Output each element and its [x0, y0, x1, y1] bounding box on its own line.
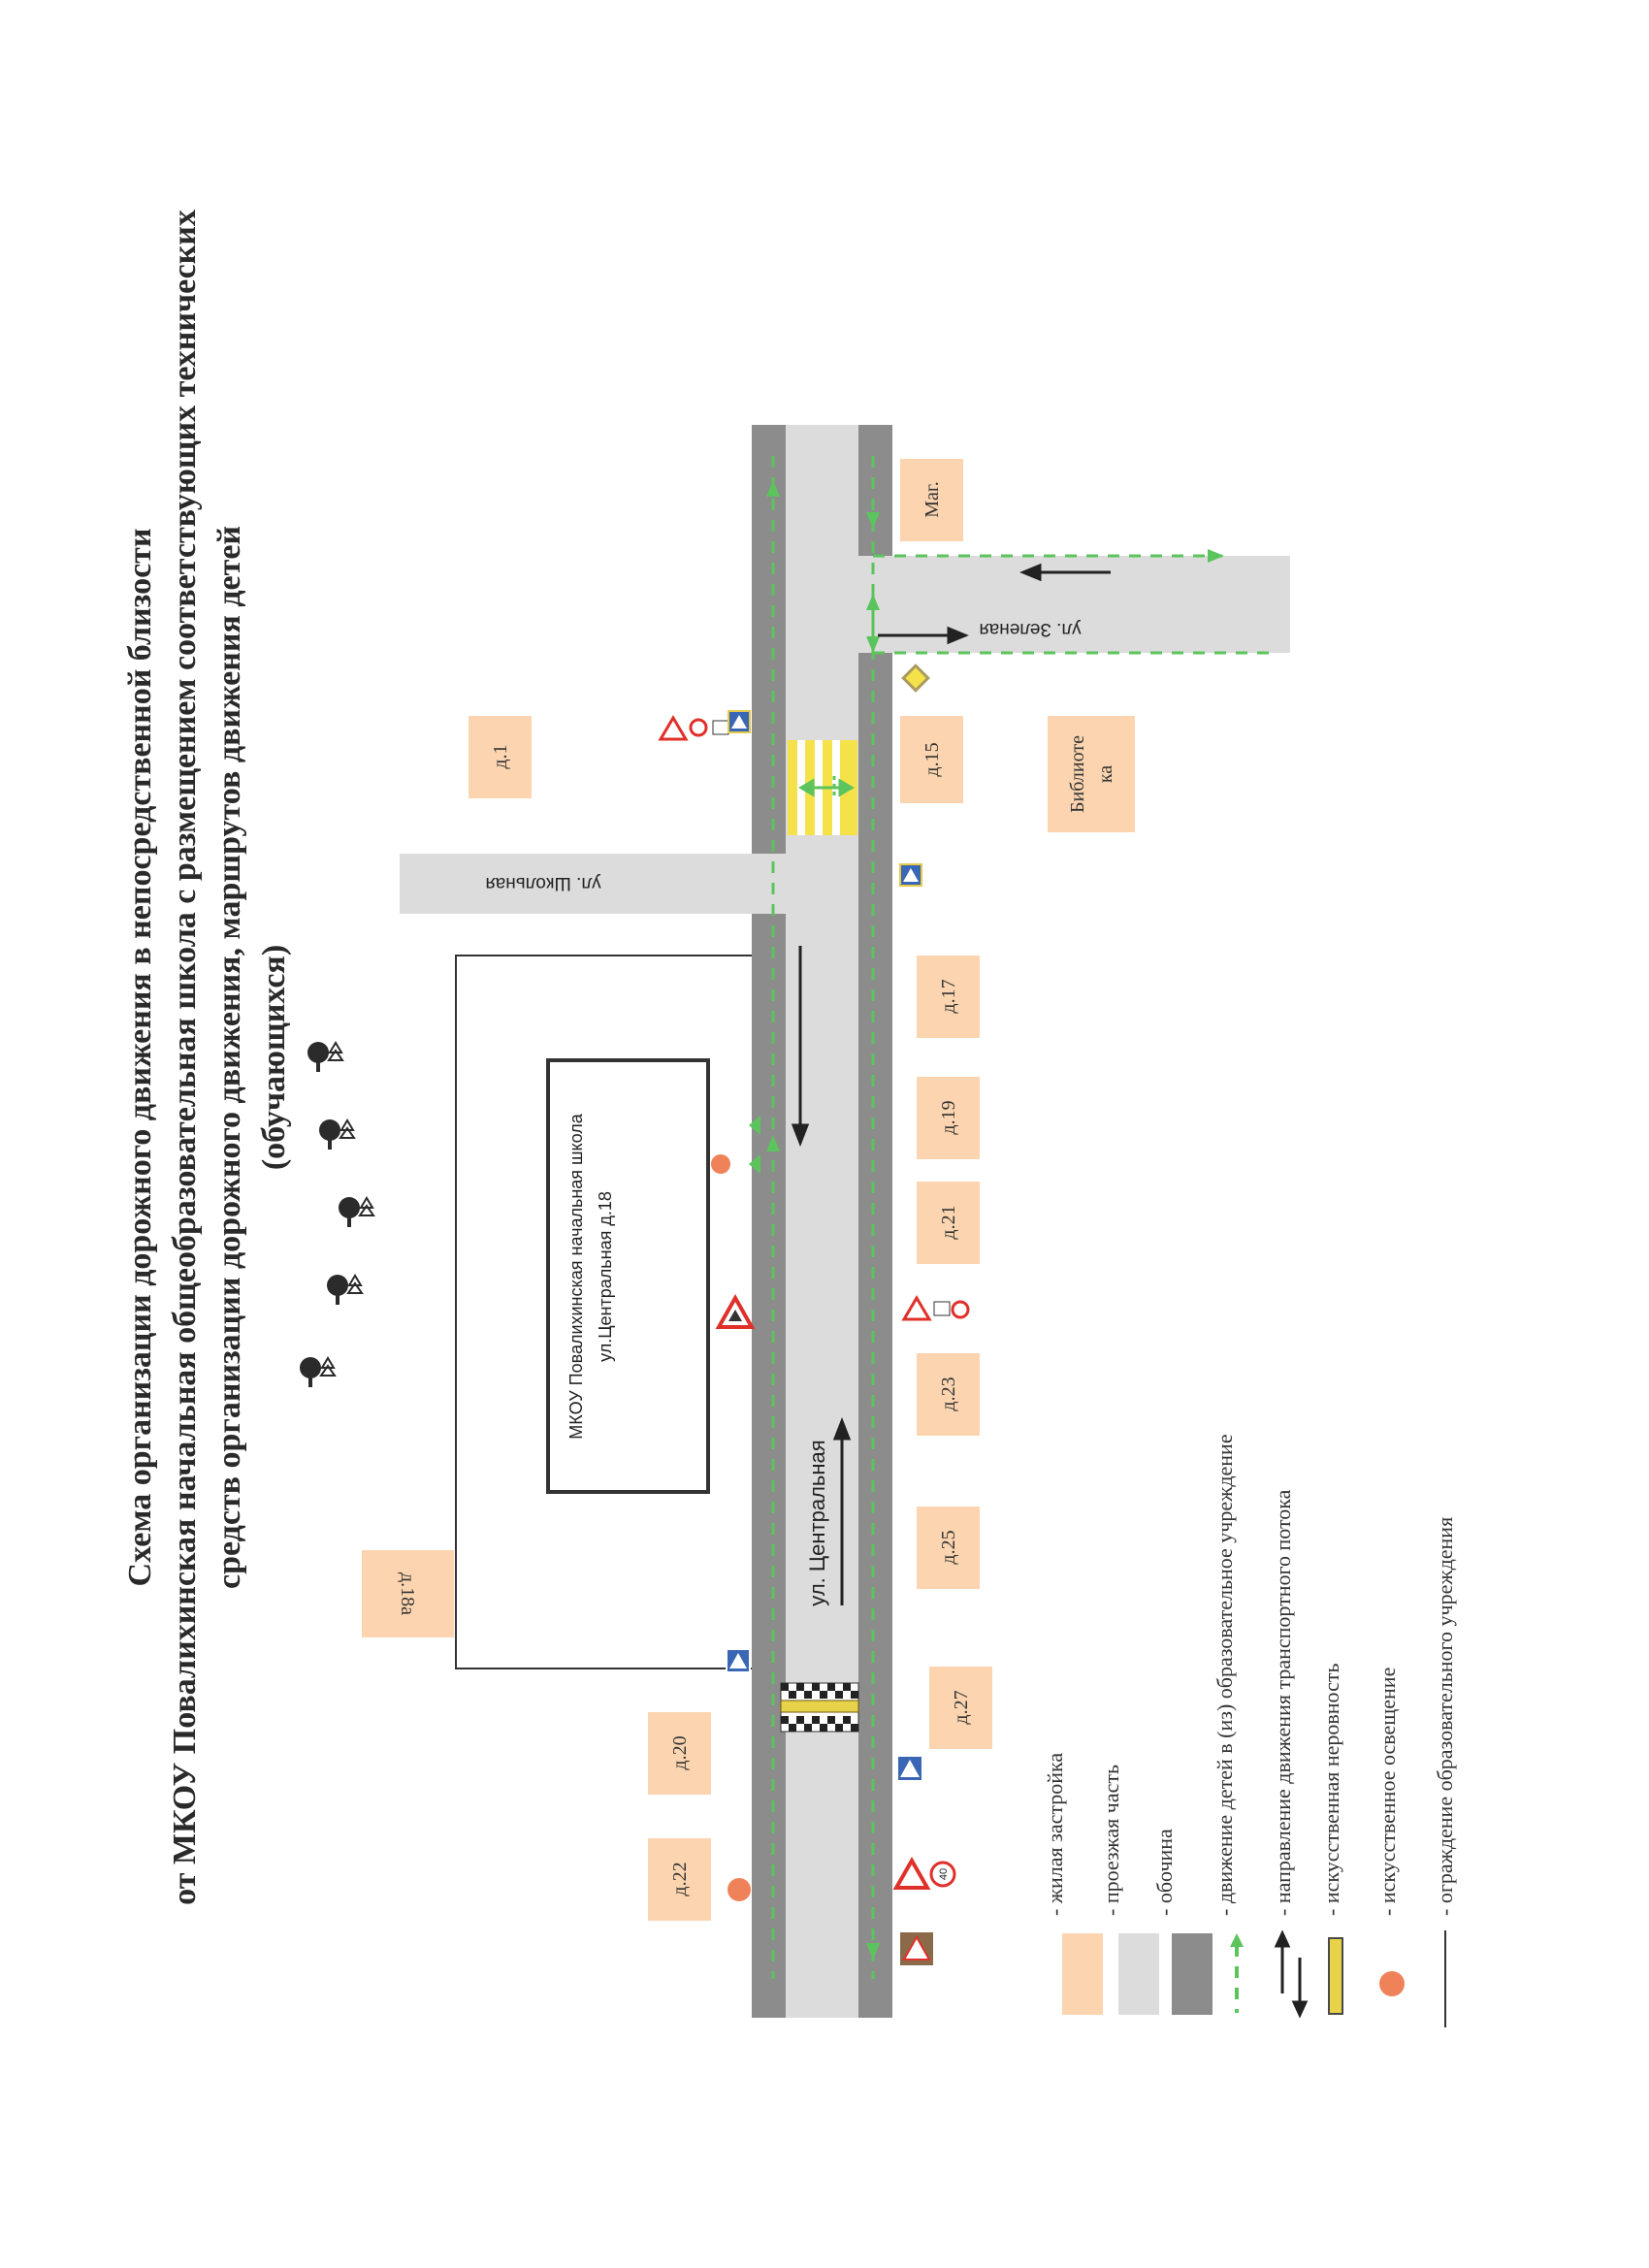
school-address: ул.Центральная д.18	[596, 1191, 615, 1362]
speed-limit-sign-icon	[953, 1302, 968, 1317]
buildings	[362, 459, 1135, 1921]
street-light-icon	[728, 1878, 751, 1901]
tree-icon	[307, 1042, 342, 1072]
street-label-school: ул. Школьная	[485, 873, 601, 893]
label-d27: д.27	[951, 1690, 972, 1725]
sign-group-d21	[904, 1298, 968, 1319]
street-label-central: ул. Центральная	[805, 1440, 829, 1606]
speed-bump-south	[781, 1683, 858, 1732]
central-road-roadway	[786, 425, 858, 2018]
tree-icon	[300, 1357, 335, 1387]
legend-swatch-street-light	[1379, 1971, 1405, 1996]
legend-swatch-speed-bump	[1329, 1938, 1342, 2014]
building-library	[1048, 716, 1135, 832]
tree-icon	[327, 1275, 362, 1305]
legend-swatch-residential	[1062, 1933, 1103, 2015]
legend-text-7: - ограждение образовательного учреждения	[1433, 1516, 1457, 1916]
main-road-sign-icon	[903, 665, 927, 690]
title-line-2: от МКОУ Повалихинская начальная общеобразовательная школа с размещением соответствующих технических	[167, 210, 203, 1905]
legend-text-2: - обочина	[1152, 1829, 1177, 1916]
sign-plate	[934, 1302, 950, 1315]
label-d1: д.1	[490, 744, 511, 769]
legend	[1043, 1434, 1457, 2027]
label-d17: д.17	[938, 979, 959, 1014]
children-warning-sign-icon	[896, 1861, 927, 1888]
street-light-icon	[711, 1154, 730, 1174]
title-line-1: Схема организации дорожного движения в непосредственной близости	[122, 528, 158, 1587]
school-name: МКОУ Повалихинская начальная школа	[566, 1114, 586, 1440]
children-warning-sign-icon	[904, 1298, 929, 1319]
sign-group-south	[896, 1861, 954, 1888]
pedestrian-crossing-sign-icon	[900, 864, 922, 886]
sign-group-north-left	[661, 711, 750, 739]
speed-limit-sign-icon	[691, 720, 706, 735]
label-d19: д.19	[938, 1100, 959, 1135]
legend-text-6: - искусственное освещение	[1375, 1667, 1400, 1916]
street-label-green: ул. Зеленая	[979, 619, 1082, 639]
tree-icon-group	[300, 1042, 373, 1387]
tourist-sign-icon	[900, 1932, 933, 1965]
label-d15: д.15	[922, 742, 943, 777]
pedestrian-crossing-sign-icon	[727, 1649, 750, 1672]
title-line-3: средств организации дорожного движения, маршрутов движения детей	[211, 525, 247, 1590]
label-library-1: Библиоте	[1067, 735, 1088, 813]
children-warning-sign-icon	[719, 1298, 752, 1327]
label-d18a: д.18а	[397, 1571, 418, 1616]
sign-plate	[713, 721, 728, 734]
pedestrian-crossing-sign-icon	[897, 1756, 922, 1781]
label-shop: Маг.	[922, 481, 943, 518]
title-line-4: (обучающихся)	[256, 944, 292, 1171]
label-d22: д.22	[669, 1862, 691, 1896]
legend-swatch-traffic-direction	[1277, 1933, 1306, 2015]
legend-swatch-shoulder	[1172, 1933, 1212, 2015]
tree-icon	[339, 1197, 373, 1227]
speed-limit-value: 40	[938, 1867, 950, 1881]
label-d23: д.23	[938, 1377, 959, 1411]
title-block	[122, 210, 292, 1905]
legend-swatch-roadway	[1118, 1933, 1159, 2015]
label-library-2: ка	[1095, 764, 1116, 784]
legend-text-5: - искусственная неровность	[1319, 1663, 1343, 1916]
tree-icon	[319, 1119, 354, 1150]
legend-text-1: - проезжая часть	[1099, 1764, 1123, 1916]
children-warning-sign-icon	[661, 718, 686, 739]
label-d21: д.21	[938, 1205, 959, 1240]
legend-swatch-children-route	[1230, 1933, 1244, 2013]
label-d20: д.20	[669, 1735, 691, 1770]
label-d25: д.25	[938, 1530, 959, 1565]
legend-text-3: - движение детей в (из) образовательное учреждение	[1212, 1434, 1237, 1916]
legend-text-0: - жилая застройка	[1043, 1752, 1067, 1916]
legend-text-4: - направление движения транспортного потока	[1271, 1489, 1295, 1916]
